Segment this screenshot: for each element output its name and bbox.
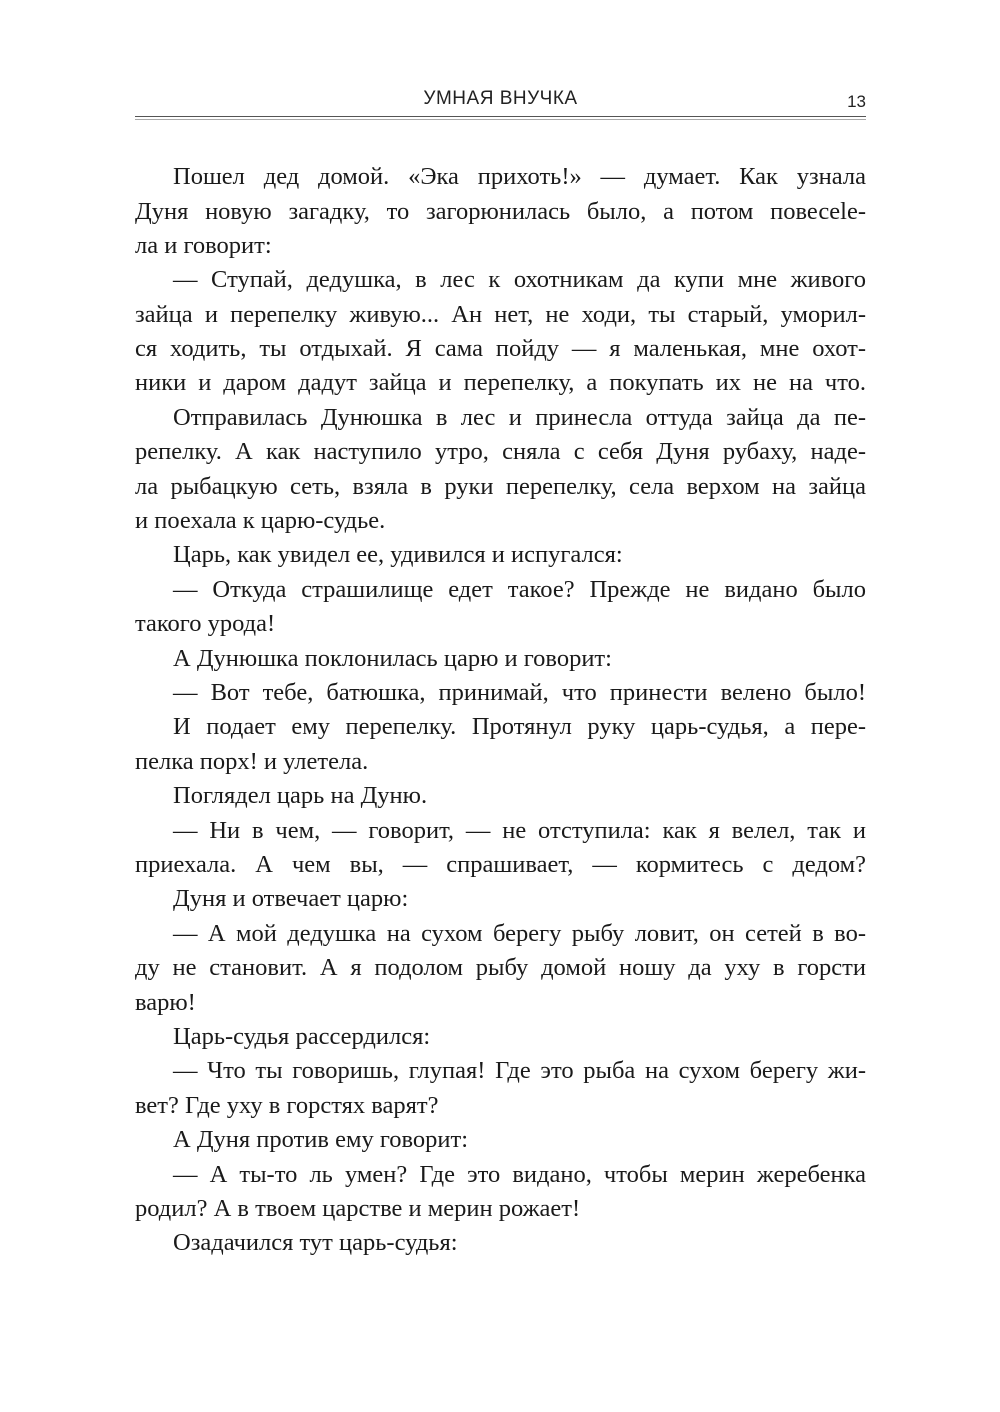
text-line: Царь, как увидел ее, удивился и испугался: — [173, 541, 623, 568]
text-line: Царь-судья рассердился: — [173, 1023, 431, 1050]
text-line: и поехала к царю-судье. — [135, 507, 386, 534]
text-line: Отправилась Дунюшка в лес и принесла оттуда зайца да пе- — [173, 404, 866, 431]
chapter-title: УМНАЯ ВНУЧКА — [423, 88, 578, 109]
text-line: — Откуда страшилище едет такое? Прежде не видано было — [173, 576, 866, 603]
text-line: ду не становит. А я подолом рыбу домой ношу да уху в горсти — [135, 954, 866, 981]
text-line: Поглядел царь на Дуню. — [173, 782, 428, 809]
text-line: А Дунюшка поклонилась царю и говорит: — [173, 645, 612, 672]
header-rule — [135, 116, 866, 117]
text-line: ла и говорит: — [135, 232, 272, 259]
header-rule-secondary — [135, 119, 866, 120]
text-line: Пошел дед домой. «Эка прихоть!» — думает. Как узнала — [173, 163, 866, 190]
text-line: Дуня и отвечает царю: — [173, 885, 409, 912]
running-header — [135, 88, 866, 118]
text-line: — А мой дедушка на сухом берегу рыбу ловит, он сетей в во- — [173, 920, 866, 947]
text-line: репелку. А как наступило утро, сняла с себя Дуня рубаху, наде- — [135, 438, 866, 465]
text-line: — Ступай, дедушка, в лес к охотникам да купи мне живого — [173, 266, 866, 293]
text-line: ся ходить, ты отдыхай. Я сама пойду — я маленькая, мне охот- — [135, 335, 866, 362]
text-line: А Дуня против ему говорит: — [173, 1126, 469, 1153]
text-line: родил? А в твоем царстве и мерин рожает! — [135, 1195, 581, 1222]
text-line: такого урода! — [135, 610, 276, 637]
page-number: 13 — [847, 92, 866, 111]
text-line: зайца и перепелку живую... Ан нет, не ходи, ты старый, уморил- — [135, 301, 866, 328]
text-line: Дуня новую загадку, то загорюнилась было, а потом повесele- — [135, 198, 866, 225]
text-line: ла рыбацкую сеть, взяла в руки перепелку, села верхом на зайца — [135, 473, 866, 500]
text-line: ники и даром дадут зайца и перепелку, а покупать их не на что. — [135, 369, 866, 396]
text-line: приехала. А чем вы, — спрашивает, — кормитесь с дедом? — [135, 851, 866, 878]
text-line: вет? Где уху в горстях варят? — [135, 1092, 439, 1119]
text-line: — Ни в чем, — говорит, — не отступила: как я велел, так и — [173, 817, 866, 844]
text-line: варю! — [135, 989, 196, 1016]
text-line: И подает ему перепелку. Протянул руку царь-судья, а пере- — [173, 713, 866, 740]
text-line: — Что ты говоришь, глупая! Где это рыба на сухом берегу жи- — [173, 1057, 866, 1084]
text-line: — Вот тебе, батюшка, принимай, что принести велено было! — [173, 679, 866, 706]
text-line: Озадачился тут царь-судья: — [173, 1229, 458, 1256]
text-line: пелка порх! и улетела. — [135, 748, 369, 775]
text-line: — А ты-то ль умен? Где это видано, чтобы мерин жеребенка — [173, 1161, 866, 1188]
